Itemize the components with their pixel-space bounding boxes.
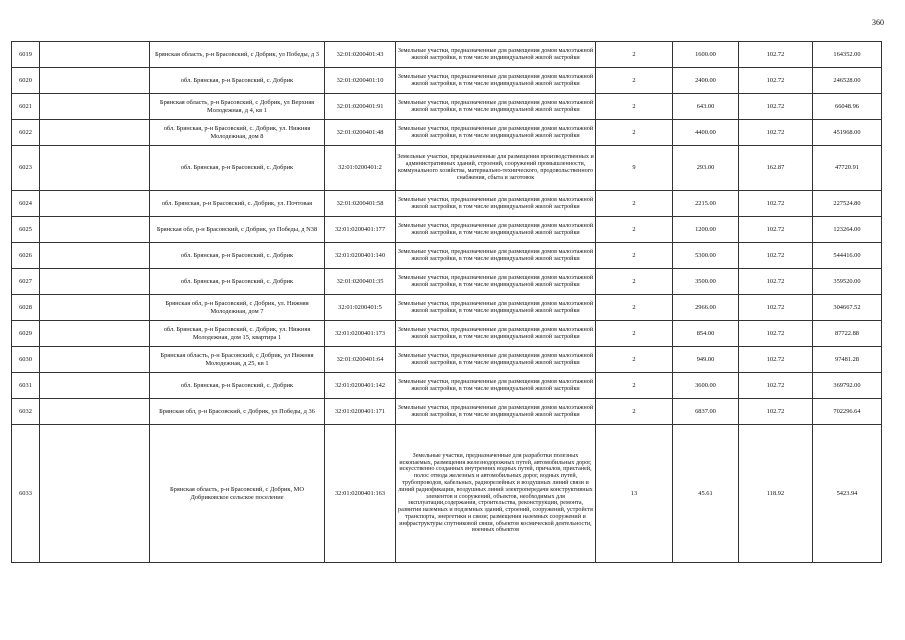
address-cell: обл. Брянская, р-н Брасовский, с. Добрик, ул. Почтовая: [150, 191, 325, 217]
row-number: 6025: [12, 217, 40, 243]
cadastral-value-cell: 5423.94: [813, 425, 882, 563]
address-cell: обл. Брянская, р-н Брасовский, с. Добрик, ул. Нижняя Молодежная, дом 8: [150, 120, 325, 146]
row-number: 6019: [12, 42, 40, 68]
cadastral-value-cell: 702296.64: [813, 399, 882, 425]
cadastral-number-cell: 32:01:0200401:43: [325, 42, 396, 68]
land-use-purpose-cell: Земельные участки, предназначенные для размещения домов малоэтажной жилой застройки, в том числе индивидуальной жилой застройки: [396, 269, 596, 295]
specific-value-cell: 102.72: [739, 295, 813, 321]
group-number-cell: 9: [596, 146, 673, 191]
address-cell: Брянская обл, р-н Брасовский, с Добрик, ул Победы, д 36: [150, 399, 325, 425]
specific-value-cell: 102.72: [739, 321, 813, 347]
blank-cell: [40, 68, 150, 94]
address-cell: Брянская область, р-н Брасовский, с Добрик, МО Добриковское сельское поселение: [150, 425, 325, 563]
specific-value-cell: 102.72: [739, 120, 813, 146]
cadastral-value-cell: 359520.00: [813, 269, 882, 295]
cadastral-number-cell: 32:01:0200401:163: [325, 425, 396, 563]
cadastral-number-cell: 32:01:0200401:140: [325, 243, 396, 269]
group-number-cell: 2: [596, 68, 673, 94]
row-number: 6020: [12, 68, 40, 94]
cadastral-value-cell: 369792.00: [813, 373, 882, 399]
table-row: [12, 321, 882, 347]
table-row: [12, 191, 882, 217]
specific-value-cell: 102.72: [739, 191, 813, 217]
cadastral-value-cell: 87722.88: [813, 321, 882, 347]
table-row: [12, 425, 882, 563]
row-number: 6022: [12, 120, 40, 146]
address-cell: обл. Брянская, р-н Брасовский, с. Добрик, ул. Нижняя Молодежная, дом 15, квартира 1: [150, 321, 325, 347]
blank-cell: [40, 42, 150, 68]
cadastral-number-cell: 32:01:0200401:64: [325, 347, 396, 373]
table-row: [12, 347, 882, 373]
table-row: [12, 68, 882, 94]
address-cell: Брянская обл, р-н Брасовский, с Добрик, ул. Нижняя Молодежная, дом 7: [150, 295, 325, 321]
specific-value-cell: 102.72: [739, 347, 813, 373]
group-number-cell: 2: [596, 243, 673, 269]
cadastral-value-cell: 246528.00: [813, 68, 882, 94]
specific-value-cell: 102.72: [739, 217, 813, 243]
area-cell: 854.00: [673, 321, 739, 347]
cadastral-value-cell: 544416.00: [813, 243, 882, 269]
land-use-purpose-cell: Земельные участки, предназначенные для размещения домов малоэтажной жилой застройки, в том числе индивидуальной жилой застройки: [396, 243, 596, 269]
land-use-purpose-cell: Земельные участки, предназначенные для размещения домов малоэтажной жилой застройки, в том числе индивидуальной жилой застройки: [396, 295, 596, 321]
land-use-purpose-cell: Земельные участки, предназначенные для разработки полезных ископаемых, размещения железнодорожных путей, автомобильных дорог, искусственно созданных внутренних водных путей, причалов, пристаней, полос отвода железных и автомобильных дорог, водных путей, трубопроводов, кабельных, радиорелейных и воздушных линий связи и линий радиофикации, воздушных линий электропередачи конструктивных элементов и сооружений, объектов, необходимых для эксплуатации,содержания, строительства, реконструкции, ремонта, развития наземных и подземных зданий, строений, сооружений, устройств транспорта, энергетики и связи; размещения наземных сооружений и инфраструктуры спутниковой связи, объектов космической деятельности, военных объектов: [396, 425, 596, 563]
specific-value-cell: 102.72: [739, 373, 813, 399]
table-row: [12, 243, 882, 269]
blank-cell: [40, 425, 150, 563]
cadastral-value-cell: 227524.80: [813, 191, 882, 217]
table-row: [12, 269, 882, 295]
specific-value-cell: 102.72: [739, 243, 813, 269]
land-use-purpose-cell: Земельные участки, предназначенные для размещения домов малоэтажной жилой застройки, в том числе индивидуальной жилой застройки: [396, 347, 596, 373]
land-use-purpose-cell: Земельные участки, предназначенные для размещения домов малоэтажной жилой застройки, в том числе индивидуальной жилой застройки: [396, 399, 596, 425]
address-cell: обл. Брянская, р-н Брасовский, с. Добрик: [150, 269, 325, 295]
specific-value-cell: 102.72: [739, 68, 813, 94]
land-use-purpose-cell: Земельные участки, предназначенные для размещения домов малоэтажной жилой застройки, в том числе индивидуальной жилой застройки: [396, 217, 596, 243]
specific-value-cell: 102.72: [739, 399, 813, 425]
page-number: 360: [872, 18, 884, 27]
area-cell: 1200.00: [673, 217, 739, 243]
table-row: [12, 146, 882, 191]
table-row: [12, 217, 882, 243]
group-number-cell: 2: [596, 295, 673, 321]
area-cell: 45.61: [673, 425, 739, 563]
row-number: 6033: [12, 425, 40, 563]
blank-cell: [40, 146, 150, 191]
address-cell: обл. Брянская, р-н Брасовский, с. Добрик: [150, 243, 325, 269]
blank-cell: [40, 373, 150, 399]
table-row: [12, 120, 882, 146]
row-number: 6027: [12, 269, 40, 295]
group-number-cell: 2: [596, 321, 673, 347]
group-number-cell: 2: [596, 191, 673, 217]
row-number: 6030: [12, 347, 40, 373]
row-number: 6021: [12, 94, 40, 120]
cadastral-value-cell: 47720.91: [813, 146, 882, 191]
land-use-purpose-cell: Земельные участки, предназначенные для размещения домов малоэтажной жилой застройки, в том числе индивидуальной жилой застройки: [396, 120, 596, 146]
blank-cell: [40, 94, 150, 120]
cadastral-number-cell: 32:01:0200401:91: [325, 94, 396, 120]
land-use-purpose-cell: Земельные участки, предназначенные для размещения домов малоэтажной жилой застройки, в том числе индивидуальной жилой застройки: [396, 321, 596, 347]
cadastral-number-cell: 32:01:0200401:5: [325, 295, 396, 321]
table-row: [12, 373, 882, 399]
land-use-purpose-cell: Земельные участки, предназначенные для размещения домов малоэтажной жилой застройки, в том числе индивидуальной жилой застройки: [396, 42, 596, 68]
area-cell: 2966.00: [673, 295, 739, 321]
cadastral-value-cell: 123264.00: [813, 217, 882, 243]
group-number-cell: 2: [596, 120, 673, 146]
cadastral-register-table: [11, 41, 882, 563]
table-row: [12, 295, 882, 321]
row-number: 6026: [12, 243, 40, 269]
table-row: [12, 94, 882, 120]
land-use-purpose-cell: Земельные участки, предназначенные для размещения домов малоэтажной жилой застройки, в том числе индивидуальной жилой застройки: [396, 191, 596, 217]
cadastral-number-cell: 32:01:0200401:48: [325, 120, 396, 146]
cadastral-value-cell: 304667.52: [813, 295, 882, 321]
group-number-cell: 13: [596, 425, 673, 563]
area-cell: 4400.00: [673, 120, 739, 146]
row-number: 6032: [12, 399, 40, 425]
row-number: 6024: [12, 191, 40, 217]
blank-cell: [40, 347, 150, 373]
cadastral-value-cell: 97481.28: [813, 347, 882, 373]
group-number-cell: 2: [596, 269, 673, 295]
address-cell: Брянская область, р-н Брасовский, с Добрик, ул Нижняя Молодежная, д 25, кв 1: [150, 347, 325, 373]
cadastral-number-cell: 32:01:0200401:2: [325, 146, 396, 191]
land-use-purpose-cell: Земельные участки, предназначенные для размещения домов малоэтажной жилой застройки, в том числе индивидуальной жилой застройки: [396, 68, 596, 94]
land-use-purpose-cell: Земельные участки, предназначенные для размещения производственных и административных зданий, строений, сооружений промышленности, коммунального хозяйства, материально-технического, продовольственного снабжения, сбыта и заготовок: [396, 146, 596, 191]
cadastral-number-cell: 32:01:0200401:173: [325, 321, 396, 347]
cadastral-number-cell: 32:01:0200401:10: [325, 68, 396, 94]
group-number-cell: 2: [596, 42, 673, 68]
specific-value-cell: 102.72: [739, 269, 813, 295]
specific-value-cell: 102.72: [739, 94, 813, 120]
area-cell: 3500.00: [673, 269, 739, 295]
row-number: 6023: [12, 146, 40, 191]
row-number: 6029: [12, 321, 40, 347]
cadastral-number-cell: 32:01:0200401:177: [325, 217, 396, 243]
specific-value-cell: 118.92: [739, 425, 813, 563]
address-cell: Брянская область, р-н Брасовский, с Добрик, ул Победы, д 3: [150, 42, 325, 68]
blank-cell: [40, 399, 150, 425]
table-row: [12, 42, 882, 68]
group-number-cell: 2: [596, 217, 673, 243]
specific-value-cell: 102.72: [739, 42, 813, 68]
land-use-purpose-cell: Земельные участки, предназначенные для размещения домов малоэтажной жилой застройки, в том числе индивидуальной жилой застройки: [396, 94, 596, 120]
blank-cell: [40, 191, 150, 217]
address-cell: обл. Брянская, р-н Брасовский, с. Добрик: [150, 68, 325, 94]
address-cell: обл. Брянская, р-н Брасовский, с. Добрик: [150, 146, 325, 191]
cadastral-number-cell: 32:01:0200401:35: [325, 269, 396, 295]
area-cell: 949.00: [673, 347, 739, 373]
cadastral-number-cell: 32:01:0200401:142: [325, 373, 396, 399]
address-cell: Брянская область, р-н Брасовский, с Добрик, ул Верхняя Молодежная, д 4, кв 1: [150, 94, 325, 120]
group-number-cell: 2: [596, 373, 673, 399]
cadastral-number-cell: 32:01:0200401:58: [325, 191, 396, 217]
row-number: 6031: [12, 373, 40, 399]
cadastral-value-cell: 164352.00: [813, 42, 882, 68]
specific-value-cell: 162.87: [739, 146, 813, 191]
blank-cell: [40, 217, 150, 243]
cadastral-value-cell: 451968.00: [813, 120, 882, 146]
cadastral-number-cell: 32:01:0200401:171: [325, 399, 396, 425]
land-use-purpose-cell: Земельные участки, предназначенные для размещения домов малоэтажной жилой застройки, в том числе индивидуальной жилой застройки: [396, 373, 596, 399]
group-number-cell: 2: [596, 399, 673, 425]
address-cell: Брянская обл, р-н Брасовский, с Добрик, ул Победы, д N38: [150, 217, 325, 243]
blank-cell: [40, 321, 150, 347]
area-cell: 6837.00: [673, 399, 739, 425]
area-cell: 293.00: [673, 146, 739, 191]
area-cell: 1600.00: [673, 42, 739, 68]
area-cell: 5300.00: [673, 243, 739, 269]
area-cell: 3600.00: [673, 373, 739, 399]
row-number: 6028: [12, 295, 40, 321]
area-cell: 2215.00: [673, 191, 739, 217]
area-cell: 2400.00: [673, 68, 739, 94]
group-number-cell: 2: [596, 347, 673, 373]
blank-cell: [40, 120, 150, 146]
blank-cell: [40, 295, 150, 321]
address-cell: обл. Брянская, р-н Брасовский, с. Добрик: [150, 373, 325, 399]
blank-cell: [40, 243, 150, 269]
cadastral-value-cell: 66048.96: [813, 94, 882, 120]
area-cell: 643.00: [673, 94, 739, 120]
blank-cell: [40, 269, 150, 295]
group-number-cell: 2: [596, 94, 673, 120]
table-row: [12, 399, 882, 425]
